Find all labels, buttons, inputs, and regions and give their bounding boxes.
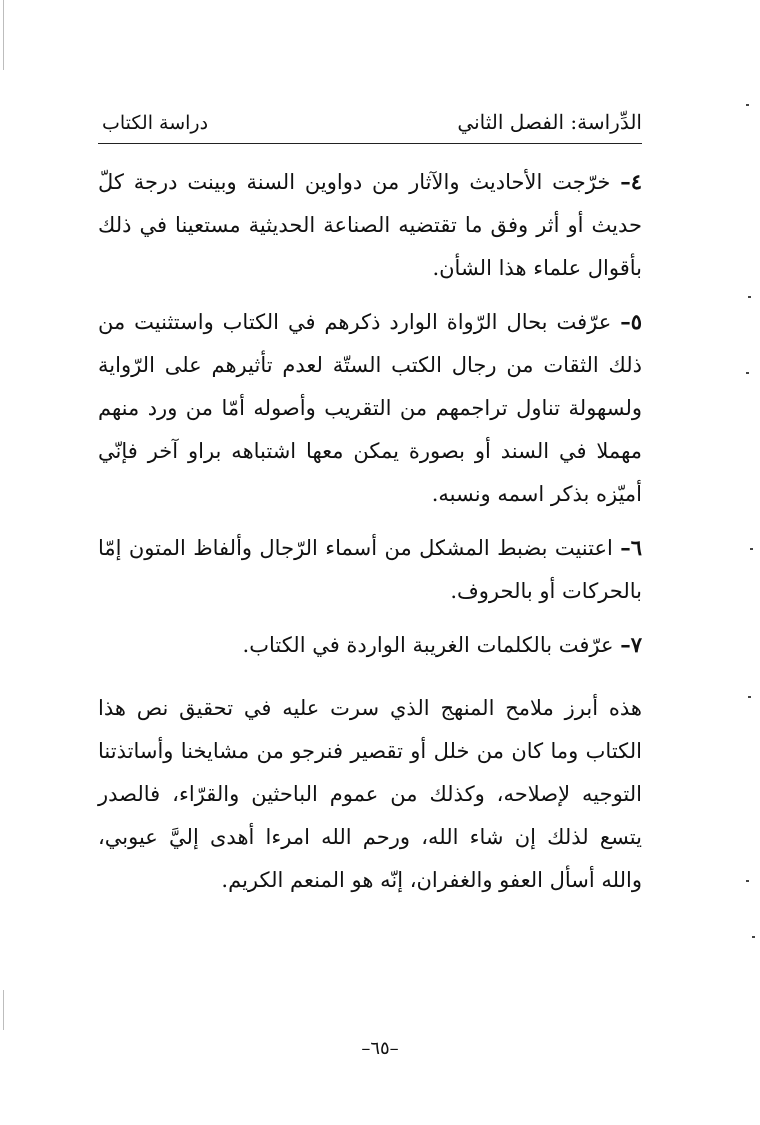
header-rule	[98, 143, 642, 145]
item-text: عرّفت بالكلمات الغريبة الواردة في الكتاب.	[242, 633, 614, 657]
page-edge-line-lower	[3, 990, 4, 1030]
page-edge-line	[3, 0, 4, 70]
book-section-title: دراسة الكتاب	[102, 112, 209, 134]
item-number: ٦–	[620, 535, 642, 560]
method-item-4	[98, 160, 642, 290]
running-header	[98, 104, 642, 144]
chapter-title: الدِّراسة: الفصل الثاني	[457, 110, 642, 134]
item-text: عرّفت بحال الرّواة الوارد ذكرهم في الكتاب واستثنيت من ذلك الثقات من رجال الكتب الستّة لعدم تأثيرهم على الرّواية ولسهولة تناول تراجمهم من التقريب وأصوله أمّا من ورد منهم مهملا في السند أو بصورة يمكن معها اشتباهه براو آخر فإنّي أميّزه بذكر اسمه ونسبه.	[98, 310, 642, 506]
scan-speck	[748, 296, 751, 298]
scan-speck	[746, 880, 749, 882]
item-text: اعتنيت بضبط المشكل من أسماء الرّجال وألفاظ المتون إمّا بالحركات أو بالحروف.	[98, 536, 642, 603]
scan-speck	[750, 548, 753, 550]
method-item-5	[98, 300, 642, 516]
method-item-7	[98, 623, 642, 667]
method-item-6	[98, 526, 642, 613]
scan-speck	[748, 696, 751, 698]
item-number: ٤–	[620, 169, 642, 194]
scan-speck	[752, 936, 755, 938]
closing-paragraph: هذه أبرز ملامح المنهج الذي سرت عليه في تحقيق نص هذا الكتاب وما كان من خلل أو تقصير فنرجو من مشايخنا وأساتذتنا التوجيه لإصلاحه، وكذلك من عموم الباحثين والقرّاء، فالصدر يتسع لذلك إن شاء الله، ورحم الله امرءا أهدى إليَّ عيوبي، والله أسأل العفو والغفران، إنّه هو المنعم الكريم.	[98, 696, 642, 892]
item-number: ٥–	[620, 309, 642, 334]
scan-speck	[746, 372, 749, 374]
item-number: ٧–	[620, 632, 642, 657]
page-body	[98, 160, 642, 912]
scan-speck	[746, 104, 749, 106]
item-text: خرّجت الأحاديث والآثار من دواوين السنة وبينت درجة كلّ حديث أو أثر وفق ما تقتضيه الصناعة الحديثية مستعينا في ذلك بأقوال علماء هذا الشأن.	[98, 170, 642, 280]
page-number: –٦٥–	[361, 1038, 399, 1059]
